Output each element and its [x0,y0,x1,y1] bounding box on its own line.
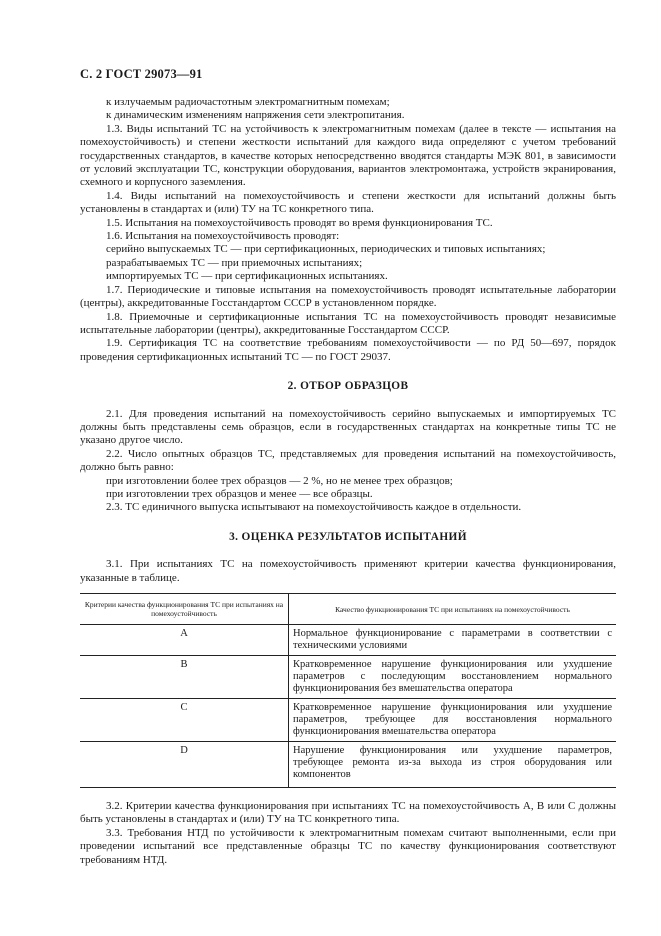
section-1-paragraph: 1.6. Испытания на помехоустойчивость проводят: [106,230,340,243]
criterion-cell: С [80,699,289,742]
section-2-heading: 2. ОТБОР ОБРАЗЦОВ [287,380,409,393]
criterion-cell: В [80,656,289,699]
table-header-quality: Качество функционирования ТС при испытаниях на помехоустойчивость [289,594,617,625]
section-2-paragraph: 2.1. Для проведения испытаний на помехоустойчивость серийно выпускаемых и импортируемых ТС должны быть представлены семь образцов, если в государственных стандартах на конкретные типы ТС не указано другое число. [80,407,616,447]
section-1-paragraph: 1.8. Приемочные и сертификационные испытания ТС на помехоустойчивость проводят независимые испытательные лаборатории (центры), аккредитованные Госстандартом СССР. [80,310,616,336]
section-1-paragraph: к излучаемым радиочастотным электромагнитным помехам; [106,96,390,108]
table-row [80,742,616,788]
section-2-paragraph: при изготовлении более трех образцов — 2 %, но не менее трех образцов; [106,474,453,487]
section-3-heading: 3. ОЦЕНКА РЕЗУЛЬТАТОВ ИСПЫТАНИЙ [229,530,467,543]
criterion-cell: D [80,742,289,788]
section-3-text [80,800,616,867]
section-2-paragraph: 2.3. ТС единичного выпуска испытывают на помехоустойчивость каждое в отдельности. [106,501,522,514]
quality-cell: Нормальное функционирование с параметрами в соответствии с техническими условиями [293,628,612,651]
table-header-row [80,594,616,625]
table-row [80,699,616,742]
table-row [80,625,616,656]
section-3-paragraph: 3.2. Критерии качества функционирования при испытаниях ТС на помехоустойчивость А, В или С должны быть установлены в стандартах и (или) ТУ на ТС конкретного типа. [80,800,616,826]
section-1-paragraph: серийно выпускаемых ТС — при сертификационных, периодических и типовых испытаниях; [106,243,546,256]
criteria-table [80,593,616,788]
criteria-table-body [80,625,616,788]
criterion-cell: А [80,625,289,656]
quality-cell: Кратковременное нарушение функционирования или ухудшение параметров с последующим восстановлением нормального функционирования без вмешательства оператора [289,656,617,699]
section-1-text [80,96,616,364]
section-1-paragraph: 1.3. Виды испытаний ТС на устойчивость к электромагнитным помехам (далее в тексте — испытания на помехоустойчивость) и степени жесткости испытаний для каждого вида определяют с учетом требований государственных стандартов, в качестве которых непосредственно вводятся стандарты МЭК 801, в зависимости от условий эксплуатации ТС, конструкции оборудования, вариантов электромонтажа, устройств экранирования, схемного и корпусного заземления. [80,122,616,189]
section-1-paragraph: 1.5. Испытания на помехоустойчивость проводят во время функционирования ТС. [106,216,493,229]
table-header-criteria: Критерии качества функционирования ТС при испытаниях на помехоустойчивость [80,594,289,625]
table-row [80,656,616,699]
section-2-paragraph: 2.2. Число опытных образцов ТС, представляемых для проведения испытаний на помехоустойчивость, должно быть равно: [80,447,616,474]
paragraph-3-1: 3.1. При испытаниях ТС на помехоустойчивость применяют критерии качества функционирования, указанные в таблице. [80,558,616,584]
section-1-paragraph: к динамическим изменениям напряжения сети электропитания. [106,109,405,122]
document-body [80,96,616,867]
section-1-paragraph: разрабатываемых ТС — при приемочных испытаниях; [106,256,363,269]
page-header: С. 2 ГОСТ 29073—91 [80,67,203,81]
section-1-paragraph: 1.7. Периодические и типовые испытания на помехоустойчивость проводят испытательные лаборатории (центры), аккредитованные Госстандартом СССР в установленном порядке. [80,283,616,310]
section-3-paragraph: 3.3. Требования НТД по устойчивости к электромагнитным помехам считают выполненными, если при проведении испытаний все представленные образцы ТС по качеству функционирования соответствуют требованиям НТД. [80,826,616,866]
section-1-paragraph: 1.4. Виды испытаний на помехоустойчивость и степени жесткости для испытаний должны быть установлены в стандартах и (или) ТУ на ТС конкретного типа. [80,189,616,216]
section-1-paragraph: импортируемых ТС — при сертификационных испытаниях. [106,270,388,283]
quality-cell: Кратковременное нарушение функционирования или ухудшение параметров, требующее для восстановления нормального функционирования вмешательства оператора [289,699,617,742]
quality-cell: Нарушение функционирования или ухудшение параметров, требующее ремонта из-за выхода из строя оборудования или компонентов [289,742,617,788]
section-2-paragraph: при изготовлении трех образцов и менее — все образцы. [106,487,373,500]
section-2-text [80,408,616,515]
section-1-paragraph: 1.9. Сертификация ТС на соответствие требованиям помехоустойчивости — по РД 50—697, порядок проведения сертификационных испытаний ТС — по ГОСТ 29037. [80,337,616,363]
